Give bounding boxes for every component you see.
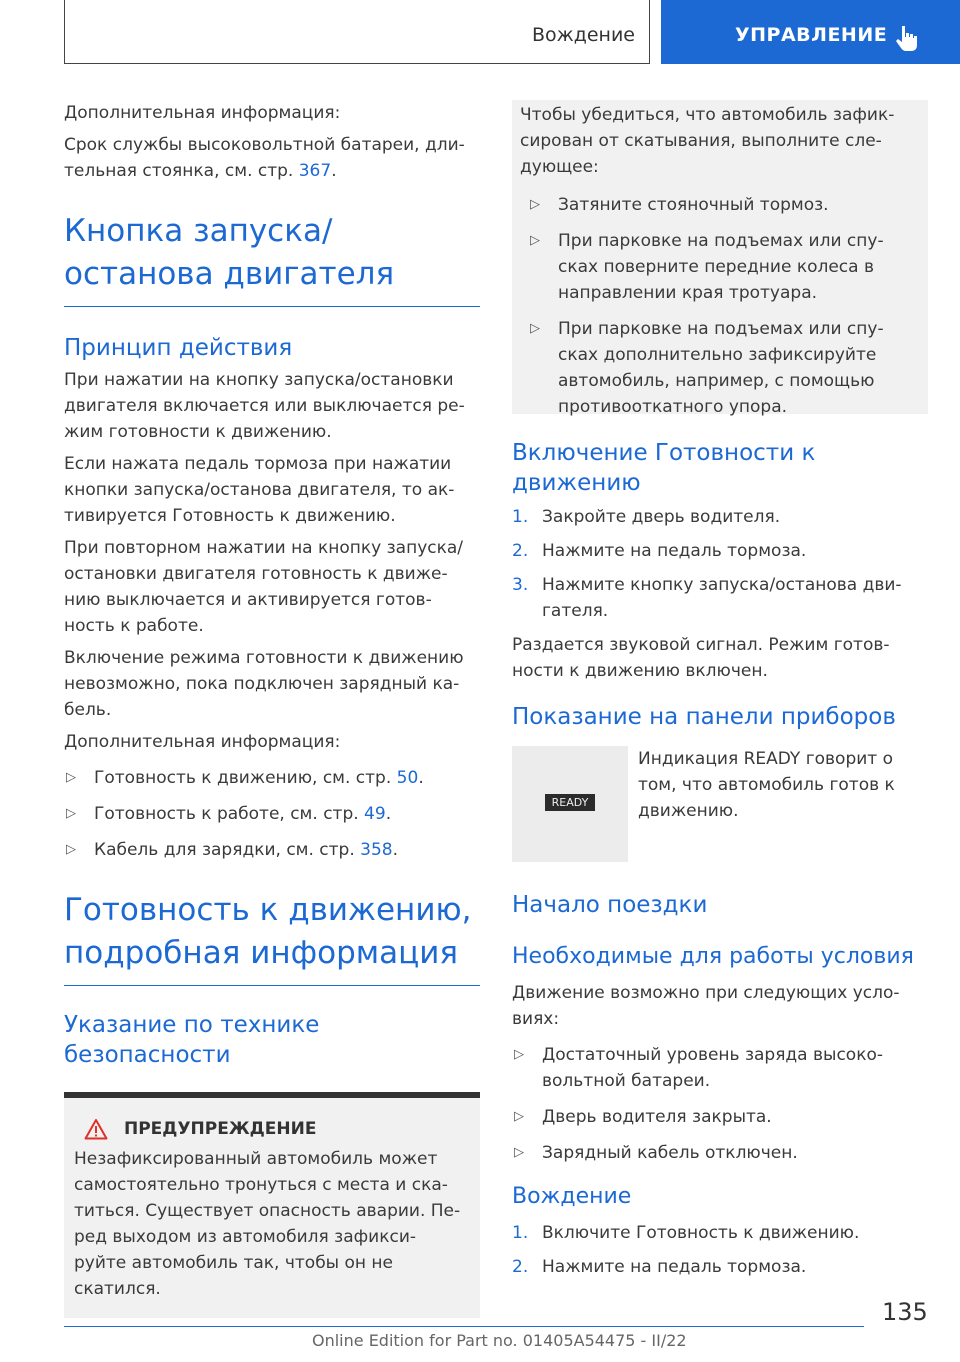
footer-rule	[64, 1326, 864, 1327]
reference-list	[64, 765, 480, 863]
triangle-bullet-icon: ▷	[66, 842, 76, 857]
button-heading: Кнопка запуска/останова двигателя	[64, 213, 395, 292]
principle-heading: Принцип действия	[64, 335, 293, 361]
list-item: ▷ Дверь водителя закрыта.	[512, 1104, 928, 1130]
ready-indicator-row	[512, 746, 928, 862]
enable-heading: Включение Готовности к движению	[512, 440, 816, 496]
extra-info-label: Дополнительная информация:	[64, 103, 341, 123]
signal-paragraph: Раздается звуковой сигнал. Режим готов-ности к движению включен.	[512, 635, 890, 681]
display-heading: Показание на панели приборов	[512, 704, 896, 730]
list-item: ▷ Достаточный уровень заряда высоко-вольтной батареи.	[512, 1042, 928, 1094]
page-link[interactable]: 358	[360, 840, 393, 860]
principle-paragraph-3: При повторном нажатии на кнопку запуска/ остановки двигателя готовность к движе-нию выключается и активируется готов-ность к работе.	[64, 538, 464, 636]
warning-title: ПРЕДУПРЕЖДЕНИЕ	[124, 1119, 317, 1139]
list-item: ▷ Готовность к работе, см. стр. 49.	[64, 801, 480, 827]
list-item: 1. Включите Готовность к движению.	[512, 1223, 860, 1243]
conditions-heading: Необходимые для работы условия	[512, 944, 914, 969]
extra-info-label-2: Дополнительная информация:	[64, 732, 341, 752]
triangle-bullet-icon: ▷	[66, 806, 76, 821]
section-rule	[64, 306, 480, 307]
header-section-box	[64, 0, 650, 64]
battery-paragraph: Срок службы высоковольтной батареи, дли-тельная стоянка, см. стр. 367.	[64, 135, 465, 181]
page-link[interactable]: 49	[364, 804, 386, 824]
enable-steps	[512, 504, 928, 624]
right-column	[512, 100, 928, 1288]
left-column	[64, 100, 480, 1318]
battery-text: Срок службы высоковольтной батареи, дли-тельная стоянка, см. стр.	[64, 135, 465, 181]
list-item: ▷ При парковке на подъемах или спу-сках поверните передние колеса в направлении края тротуара.	[528, 228, 918, 306]
principle-paragraph-1: При нажатии на кнопку запуска/остановки двигателя включается или выключается ре-жим готовности к движению.	[64, 370, 465, 442]
securing-list	[520, 192, 918, 420]
securing-intro: Чтобы убедиться, что автомобиль зафик-сирован от скатывания, выполните сле-дующее:	[520, 105, 895, 177]
hand-pointer-icon	[895, 24, 921, 52]
driving-steps	[512, 1220, 928, 1280]
list-item: 3. Нажмите кнопку запуска/останова дви-гателя.	[512, 575, 902, 621]
header-chapter-title: УПРАВЛЕНИЕ	[735, 24, 888, 46]
list-item: 2. Нажмите на педаль тормоза.	[512, 541, 807, 561]
securing-box	[512, 100, 928, 417]
triangle-bullet-icon: ▷	[514, 1047, 524, 1062]
triangle-bullet-icon: ▷	[514, 1145, 524, 1160]
triangle-bullet-icon: ▷	[66, 770, 76, 785]
conditions-paragraph: Движение возможно при следующих усло-виях:	[512, 983, 900, 1029]
list-item: ▷ При парковке на подъемах или спу-сках дополнительно зафиксируйте автомобиль, например, с помощью противооткатного упора.	[528, 316, 918, 420]
principle-paragraph-2: Если нажата педаль тормоза при нажатии кнопки запуска/останова двигателя, то ак-тивируется Готовность к движению.	[64, 454, 455, 526]
safety-heading: Указание по технике безопасности	[64, 1012, 320, 1068]
list-item: ▷ Кабель для зарядки, см. стр. 358.	[64, 837, 480, 863]
triangle-bullet-icon: ▷	[530, 233, 540, 248]
warning-box	[64, 1092, 480, 1318]
warning-text: Незафиксированный автомобиль может самостоятельно тронуться с места и ска-титься. Существует опасность аварии. Пе-ред выходом из автомобиля зафикси-руйте автомобиль так, чтобы он не скатился.	[74, 1149, 461, 1299]
page-number: 135	[882, 1298, 928, 1326]
triangle-bullet-icon: ▷	[530, 197, 540, 212]
list-item: 2. Нажмите на педаль тормоза.	[512, 1257, 807, 1277]
triangle-bullet-icon: ▷	[514, 1109, 524, 1124]
ready-heading: Готовность к движению, подробная информация	[64, 892, 472, 971]
list-item: ▷ Готовность к движению, см. стр. 50.	[64, 765, 480, 791]
battery-page-link[interactable]: 367	[298, 161, 332, 181]
page-link[interactable]: 50	[396, 768, 419, 788]
ready-text: Индикация READY говорит о том, что автомобиль готов к движению.	[638, 749, 895, 821]
warning-header	[74, 1118, 468, 1140]
list-item: ▷ Зарядный кабель отключен.	[512, 1140, 928, 1166]
header-chapter-box	[661, 0, 960, 64]
conditions-list	[512, 1042, 928, 1166]
header-section-title: Вождение	[531, 24, 635, 46]
driving-heading: Вождение	[512, 1184, 632, 1209]
principle-paragraph-4: Включение режима готовности к движению невозможно, пока подключен зарядный ка-бель.	[64, 648, 464, 720]
ready-indicator-image	[512, 746, 628, 862]
section-rule	[64, 985, 480, 986]
list-item: 1. Закройте дверь водителя.	[512, 507, 781, 527]
ready-badge: READY	[545, 794, 595, 811]
start-heading: Начало поездки	[512, 892, 708, 918]
triangle-bullet-icon: ▷	[530, 321, 540, 336]
edition-footer: Online Edition for Part no. 01405A54475 - II/22	[312, 1331, 687, 1350]
list-item: ▷ Затяните стояночный тормоз.	[528, 192, 918, 218]
warning-triangle-icon	[84, 1118, 108, 1140]
